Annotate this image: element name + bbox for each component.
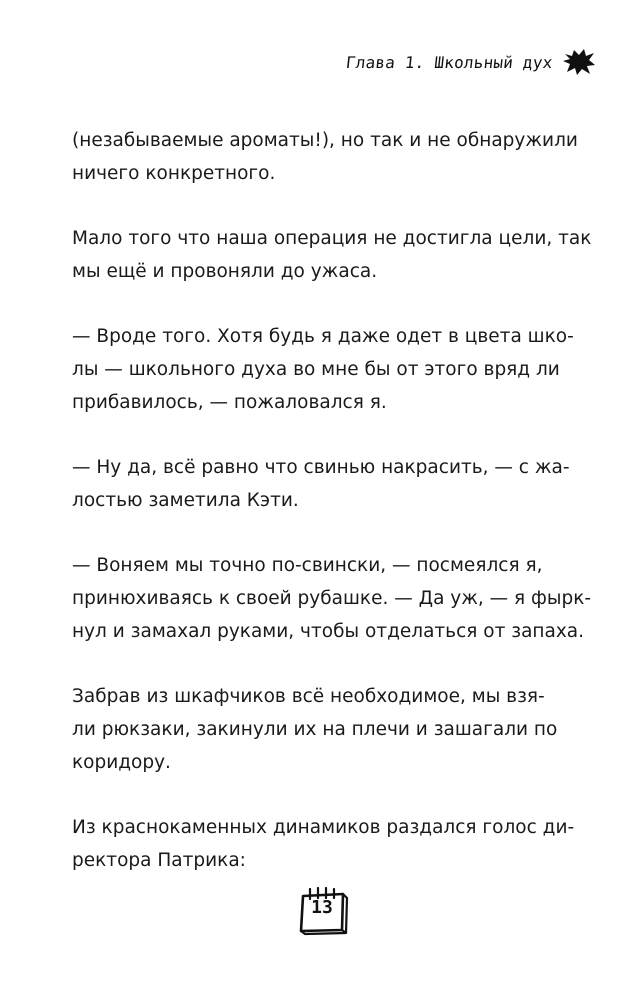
text-line: — Воняем мы точно по-свински, — посмеялся я,	[72, 555, 543, 576]
page-number-badge	[292, 884, 352, 936]
text-line: принюхиваясь к своей рубашке. — Да уж, — я фырк-	[72, 588, 592, 609]
text-line: ли рюкзаки, закинули их на плечи и зашагали по	[72, 719, 558, 740]
paragraph	[72, 451, 592, 517]
running-title: Глава 1. Школьный дух	[344, 52, 553, 72]
paragraph	[72, 811, 592, 877]
text-line: нул и замахал руками, чтобы отделаться от запаха.	[72, 621, 585, 642]
text-line: мы ещё и провоняли до ужаса.	[72, 261, 378, 282]
paragraph	[72, 124, 592, 190]
text-line: ректора Патрика:	[72, 850, 246, 871]
text-line: Забрав из шкафчиков всё необходимое, мы взя-	[72, 686, 545, 707]
text-line: лы — школьного духа во мне бы от этого вряд ли	[72, 359, 560, 380]
page-number: 13	[311, 897, 333, 918]
text-line: ничего конкретного.	[72, 163, 276, 184]
text-line: — Ну да, всё равно что свинью накрасить, — с жа-	[72, 457, 570, 478]
paragraph	[72, 549, 592, 648]
text-line: коридору.	[72, 752, 171, 773]
text-line: Из краснокаменных динамиков раздался голос ди-	[72, 817, 575, 838]
paragraph	[72, 222, 592, 288]
running-head	[346, 48, 597, 76]
text-line: прибавилось, — пожаловался я.	[72, 392, 387, 413]
text-line: — Вроде того. Хотя будь я даже одет в цвета шко-	[72, 326, 574, 347]
ink-splat-icon	[562, 48, 596, 76]
paragraph	[72, 680, 592, 779]
body-text	[72, 124, 592, 909]
text-line: (незабываемые ароматы!), но так и не обнаружили	[72, 130, 578, 151]
text-line: лостью заметила Кэти.	[72, 490, 299, 511]
paragraph	[72, 320, 592, 419]
text-line: Мало того что наша операция не достигла цели, так	[72, 228, 592, 249]
